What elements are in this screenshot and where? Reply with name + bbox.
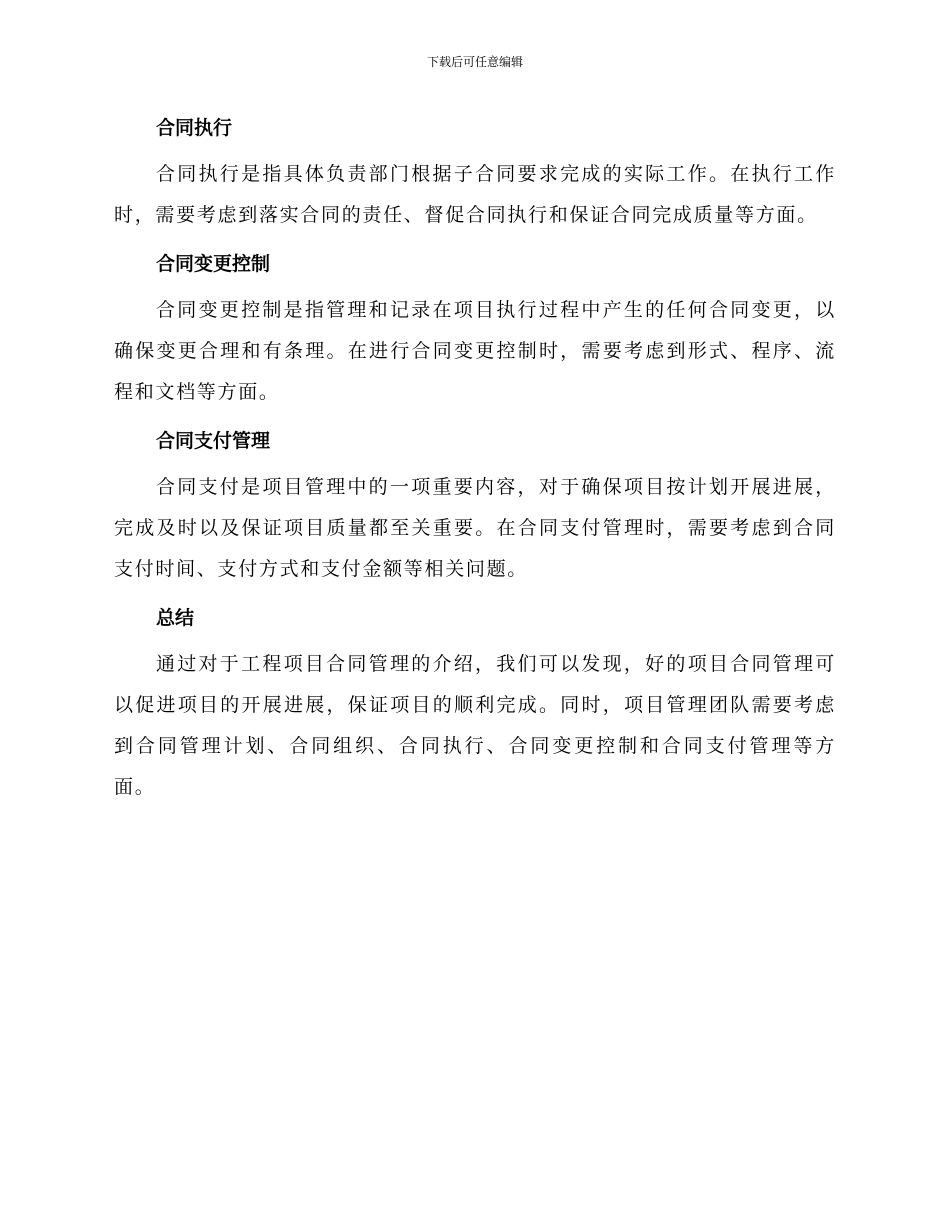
section-summary [114, 598, 836, 808]
section-paragraph: 合同支付是项目管理中的一项重要内容，对于确保项目按计划开展进展，完成及时以及保证项目质量都至关重要。在合同支付管理时，需要考虑到合同支付时间、支付方式和支付金额等相关问题。 [114, 476, 836, 580]
section-heading: 合同变更控制 [156, 253, 271, 275]
section-paragraph: 通过对于工程项目合同管理的介绍，我们可以发现，好的项目合同管理可以促进项目的开展进展，保证项目的顺利完成。同时，项目管理团队需要考虑到合同管理计划、合同组织、合同执行、合同变更控制和合同支付管理等方面。 [114, 653, 836, 798]
section-heading: 总结 [156, 607, 195, 629]
section-contract-execution [114, 108, 836, 236]
header-note: 下载后可任意编辑 [426, 55, 523, 69]
document-content [114, 108, 836, 816]
section-contract-change-control [114, 244, 836, 413]
section-paragraph: 合同执行是指具体负责部门根据子合同要求完成的实际工作。在执行工作时，需要考虑到落实合同的责任、督促合同执行和保证合同完成质量等方面。 [114, 163, 836, 226]
section-heading: 合同支付管理 [156, 430, 271, 452]
section-paragraph: 合同变更控制是指管理和记录在项目执行过程中产生的任何合同变更，以确保变更合理和有条理。在进行合同变更控制时，需要考虑到形式、程序、流程和文档等方面。 [114, 299, 836, 403]
section-heading: 合同执行 [156, 117, 233, 139]
section-contract-payment-management [114, 421, 836, 590]
